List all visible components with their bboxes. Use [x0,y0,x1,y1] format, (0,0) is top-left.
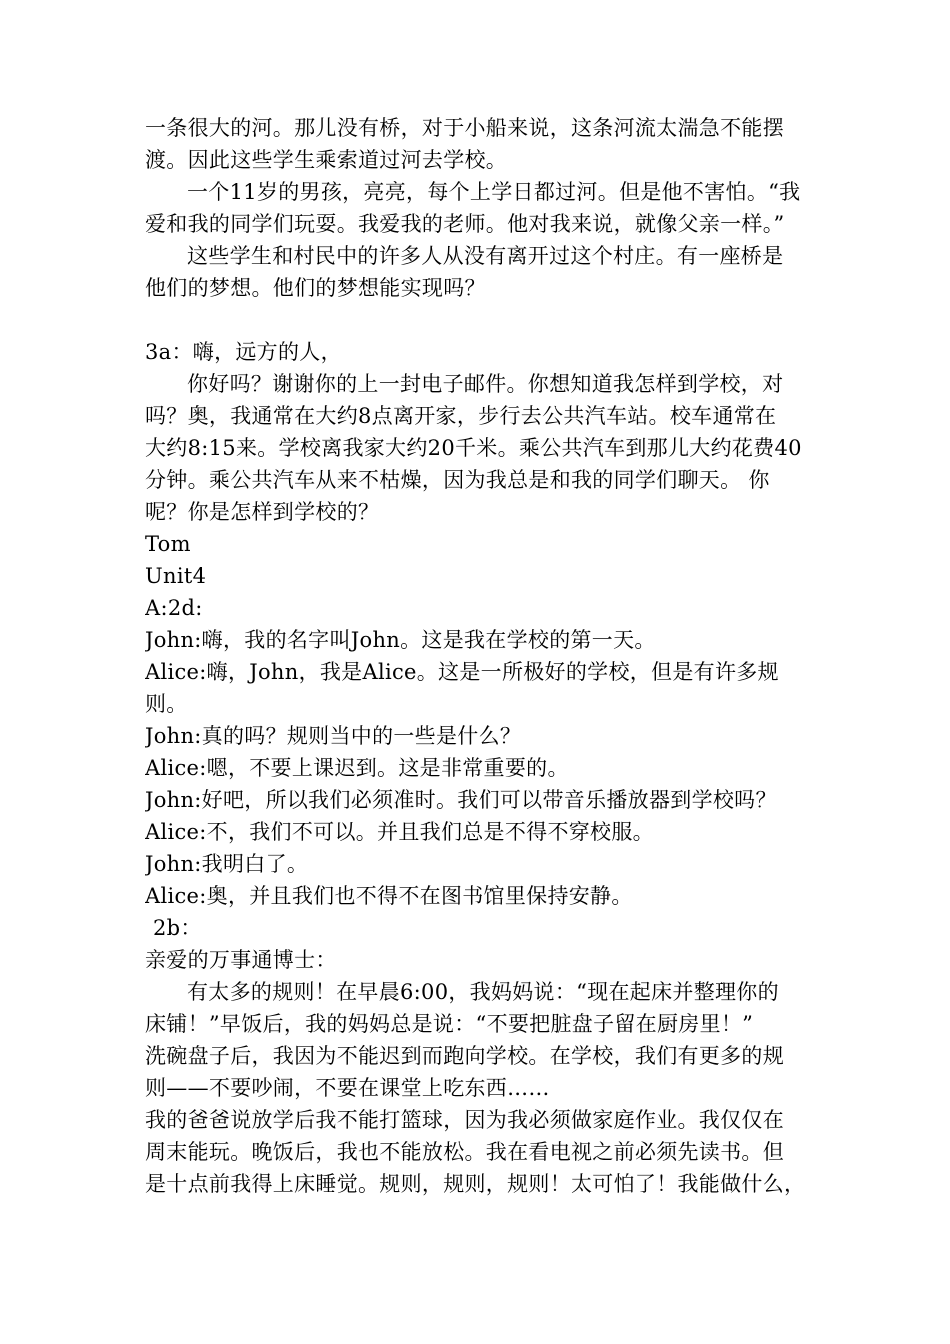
text-line: 一个11岁的男孩，亮亮，每个上学日都过河。但是他不害怕。“我 [187,180,801,204]
text-line: 一条很大的河。那儿没有桥，对于小船来说，这条河流太湍急不能摆 [145,116,784,140]
text-line: 3a：嗨，远方的人， [145,340,342,364]
text-line: A:2d: [145,596,203,620]
document-body [145,112,810,1200]
text-line: 周末能玩。晚饭后，我也不能放松。我在看电视之前必须先读书。但 [145,1140,784,1164]
text-line: 则。 [145,692,188,716]
text-line: 这些学生和村民中的许多人从没有离开过这个村庄。有一座桥是 [187,244,784,268]
text-line: 洗碗盘子后，我因为不能迟到而跑向学校。在学校，我们有更多的规 [145,1044,784,1068]
text-line: 他们的梦想。他们的梦想能实现吗？ [145,276,486,300]
text-line: 我的爸爸说放学后我不能打篮球，因为我必须做家庭作业。我仅仅在 [145,1108,784,1132]
blank-line [145,304,810,336]
text-line: 亲爱的万事通博士： [145,948,337,972]
text-line: 则——不要吵闹，不要在课堂上吃东西…… [145,1076,550,1100]
text-line: Alice:不，我们不可以。并且我们总是不得不穿校服。 [145,820,654,844]
text-line: John:真的吗？规则当中的一些是什么？ [145,724,522,748]
text-line: Alice:奥，并且我们也不得不在图书馆里保持安静。 [145,884,633,908]
text-line: Alice:嗨，John，我是Alice。这是一所极好的学校，但是有许多规 [145,660,779,684]
text-line: John:我明白了。 [145,852,309,876]
text-line: 呢？你是怎样到学校的？ [145,500,380,524]
text-line: John:嗨，我的名字叫John。这是我在学校的第一天。 [145,628,656,652]
text-line: 爱和我的同学们玩耍。我爱我的老师。他对我来说，就像父亲一样。” [145,212,785,236]
text-line: 你好吗？谢谢你的上一封电子邮件。你想知道我怎样到学校，对 [187,372,784,396]
text-line: 渡。因此这些学生乘索道过河去学校。 [145,148,508,172]
text-line: Unit4 [145,564,207,588]
text-line: Alice:嗯，不要上课迟到。这是非常重要的。 [145,756,569,780]
text-line: 是十点前我得上床睡觉。规则，规则，规则！太可怕了！我能做什么， [145,1172,806,1196]
text-line: John:好吧，所以我们必须准时。我们可以带音乐播放器到学校吗？ [145,788,777,812]
text-line: 2b： [153,916,202,940]
text-line: 有太多的规则！在早晨6:00，我妈妈说：“现在起床并整理你的 [187,980,779,1004]
text-line: Tom [145,532,191,556]
text-line: 床铺！”早饭后，我的妈妈总是说：“不要把脏盘子留在厨房里！” [145,1012,754,1036]
text-line: 吗？奥，我通常在大约8点离开家，步行去公共汽车站。校车通常在 [145,404,777,428]
text-line: 大约8:15来。学校离我家大约20千米。乘公共汽车到那儿大约花费40 [145,436,802,460]
text-line: 分钟。乘公共汽车从来不枯燥，因为我总是和我的同学们聊天。 你 [145,468,770,492]
